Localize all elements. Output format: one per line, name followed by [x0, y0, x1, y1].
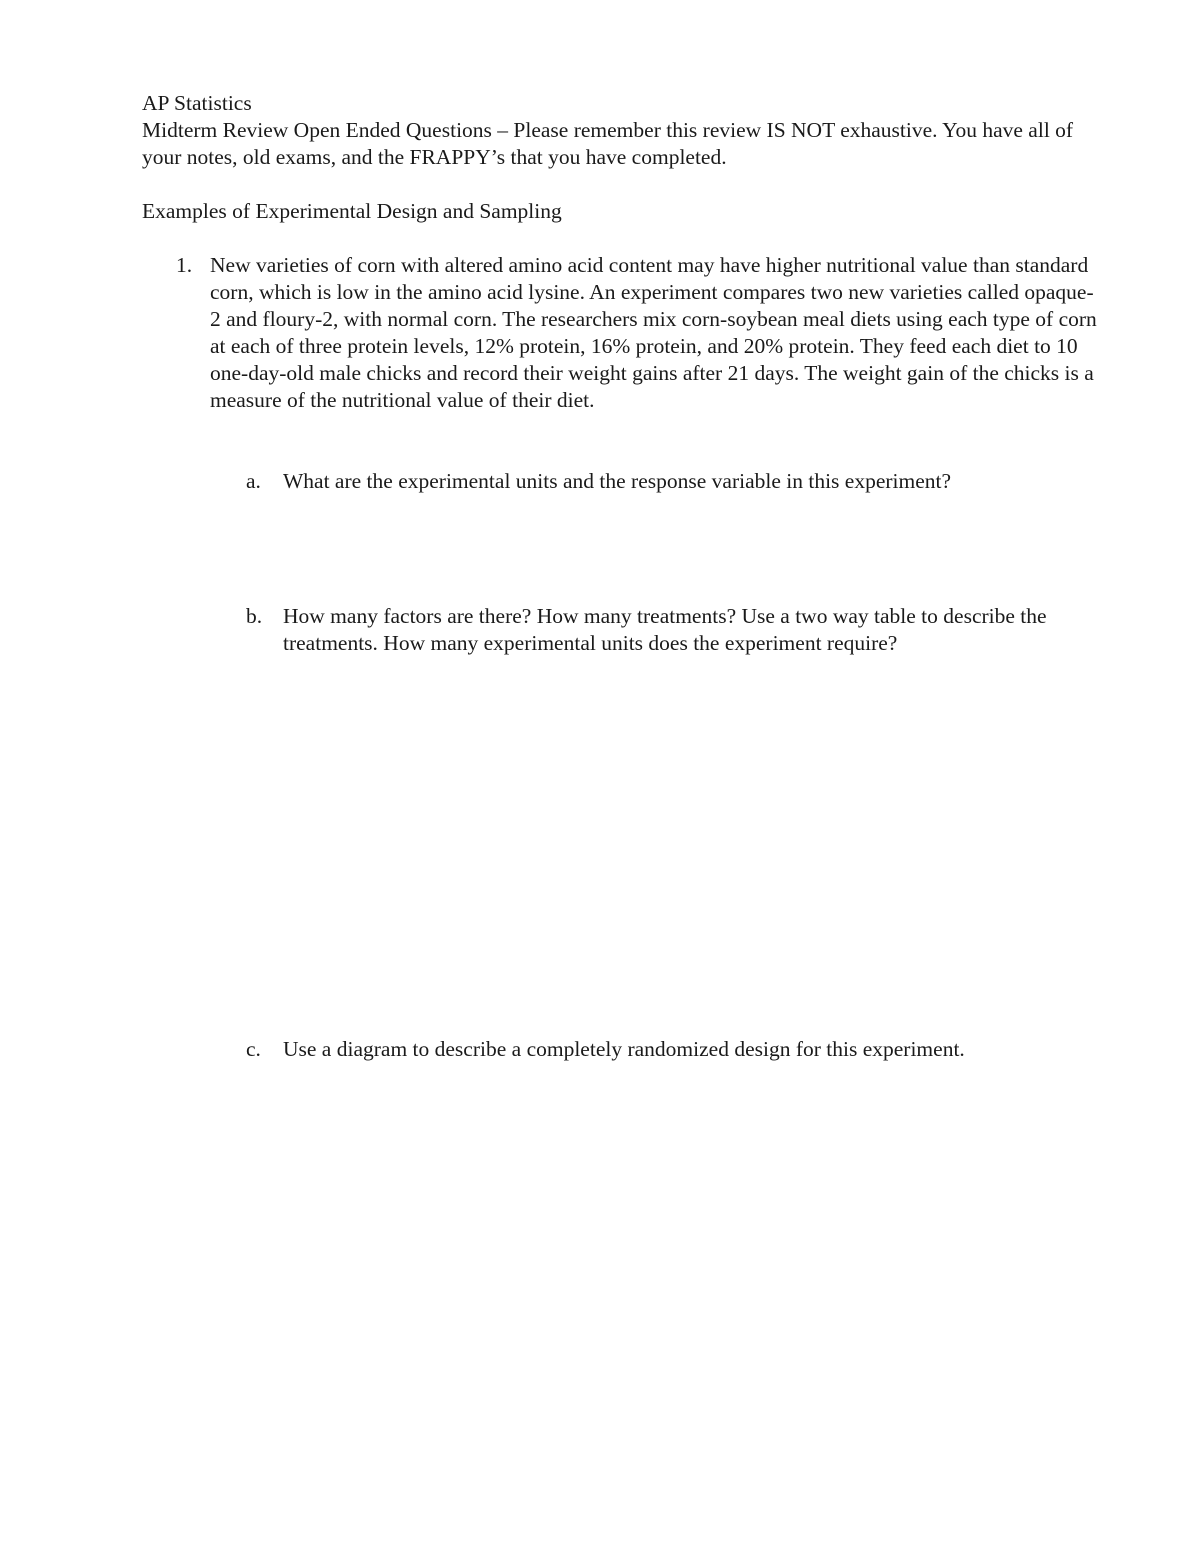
intro-paragraph: Midterm Review Open Ended Questions – Please remember this review IS NOT exhaustive. You have all of your notes, old exams, and the FRAPPY’s that you have completed. [142, 118, 1074, 169]
part-a-text: What are the experimental units and the response variable in this experiment? [283, 469, 952, 493]
question-number: 1. [176, 253, 193, 277]
part-a-letter: a. [246, 469, 261, 493]
document-title: AP Statistics [142, 91, 252, 115]
part-b-letter: b. [246, 604, 263, 628]
part-b-text: How many factors are there? How many treatments? Use a two way table to describe the treatments. How many experimental units does the experiment require? [283, 604, 1047, 655]
part-c-letter: c. [246, 1037, 261, 1061]
part-c-text: Use a diagram to describe a completely randomized design for this experiment. [283, 1037, 965, 1061]
section-heading: Examples of Experimental Design and Sampling [142, 199, 562, 223]
question-text: New varieties of corn with altered amino acid content may have higher nutritional value than standard corn, which is low in the amino acid lysine. An experiment compares two new varieties called opaque-2 and floury-2, with normal corn. The researchers mix corn-soybean meal diets using each type of corn at each of three protein levels, 12% protein, 16% protein, and 20% protein. They feed each diet to 10 one-day-old male chicks and record their weight gains after 21 days. The weight gain of the chicks is a measure of the nutritional value of their diet. [210, 253, 1097, 412]
